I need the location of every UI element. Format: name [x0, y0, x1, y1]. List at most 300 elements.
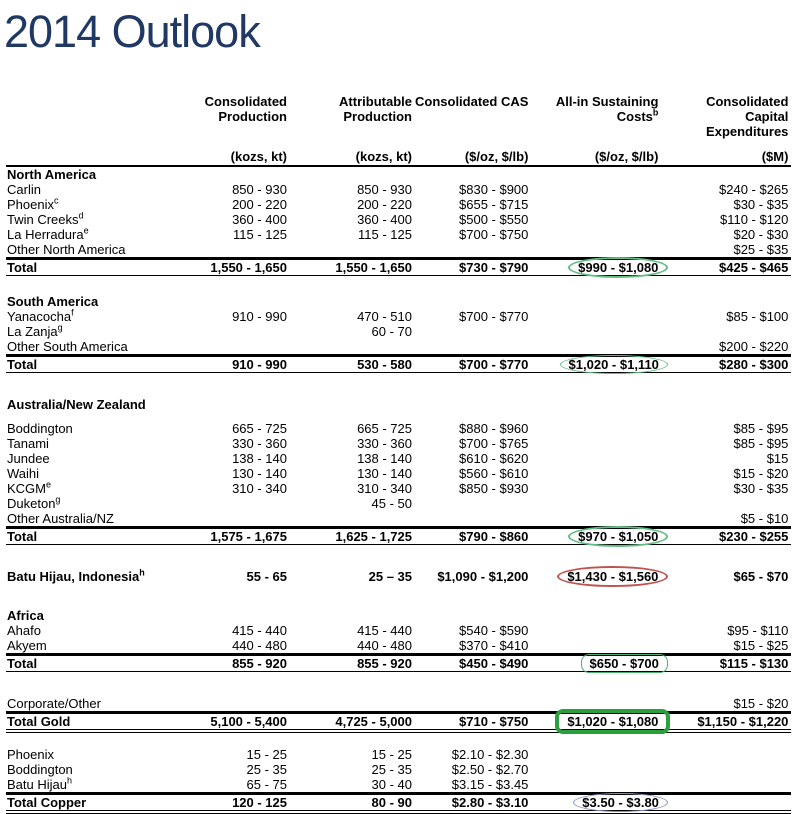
row-label-text: Boddington	[7, 421, 73, 436]
cell-all-in-sustaining-costs	[531, 309, 661, 324]
cell-attributable-production: 25 - 35	[371, 762, 412, 777]
cell-attributable-production: 360 - 400	[357, 212, 412, 227]
spacer-row	[6, 373, 791, 397]
header-line	[176, 94, 287, 109]
page-title: 2014 Outlook	[4, 6, 260, 57]
row-label-text: Corporate/Other	[7, 696, 101, 711]
header-text: Production	[218, 109, 287, 124]
cell-capital-expenditures: $240 - $265	[719, 182, 789, 197]
cell-all-in-sustaining-costs	[531, 793, 661, 814]
spacer-cell	[6, 373, 791, 397]
cell-capital-expenditures	[661, 496, 791, 511]
header-text: Expenditures	[706, 124, 789, 139]
cell-all-in-sustaining-costs	[531, 481, 661, 496]
row-label-text: Total	[7, 656, 38, 671]
cell-attributable-production	[290, 511, 415, 527]
cell-all-in-sustaining-costs	[531, 712, 661, 733]
cell-attributable-production: 130 - 140	[357, 466, 412, 481]
cell-capital-expenditures: $115 - $130	[661, 654, 791, 672]
header-text: Capital	[745, 109, 789, 124]
row-africa	[6, 608, 791, 623]
row-label-text: La Herradura	[7, 227, 84, 242]
cell-consolidated-cas: $540 - $590	[459, 623, 529, 638]
row-label	[6, 608, 791, 623]
row-label	[6, 511, 176, 527]
header-text: Production	[343, 109, 412, 124]
unit-all-in-sustaining-costs: ($/oz, $/lb)	[531, 144, 661, 167]
col-header-all-in-sustaining-costs	[531, 94, 661, 144]
row-label-text: Batu Hijau	[7, 777, 67, 792]
row-label-text: Total	[7, 357, 38, 372]
cell-capital-expenditures: $425 - $465	[661, 258, 791, 276]
col-header-consolidated-cas	[415, 94, 531, 144]
spacer-cell	[6, 672, 791, 696]
row-other-north-america	[6, 242, 791, 258]
cell-capital-expenditures: $30 - $35	[733, 197, 789, 212]
header-line	[290, 109, 412, 124]
cell-capital-expenditures: $25 - $35	[661, 242, 791, 258]
spacer-cell	[6, 584, 791, 608]
row-label-text: Australia/New Zealand	[7, 397, 146, 412]
cell-all-in-sustaining-costs	[531, 762, 661, 777]
spacer-row	[6, 545, 791, 569]
cell-all-in-sustaining-costs	[531, 258, 661, 276]
aisc-highlight: $1,430 - $1,560	[557, 566, 668, 587]
row-phoenix	[6, 197, 791, 212]
header-line	[661, 124, 788, 139]
row-label	[6, 481, 176, 496]
row-north-america	[6, 167, 791, 182]
cell-all-in-sustaining-costs	[531, 182, 661, 197]
slide	[0, 6, 797, 814]
row-waihi	[6, 466, 791, 481]
cell-consolidated-cas: $370 - $410	[415, 638, 531, 654]
cell-capital-expenditures	[661, 793, 791, 814]
cell-all-in-sustaining-costs	[531, 339, 661, 355]
row-label-text: Total	[7, 260, 38, 275]
cell-all-in-sustaining-costs	[531, 623, 661, 638]
header-spacer-cell	[6, 94, 176, 144]
cell-capital-expenditures: $30 - $35	[733, 481, 789, 496]
header-line	[661, 94, 788, 109]
cell-consolidated-production	[176, 496, 290, 511]
row-label	[6, 242, 176, 258]
cell-consolidated-cas: $2.50 - $2.70	[451, 762, 529, 777]
header-line	[415, 94, 528, 109]
footnote-marker: e	[46, 479, 52, 490]
cell-attributable-production: 1,550 - 1,650	[290, 258, 415, 276]
cell-capital-expenditures: $15 - $20	[733, 466, 789, 481]
row-label-text: Africa	[7, 608, 44, 623]
cell-consolidated-production: 55 - 65	[246, 569, 287, 584]
cell-consolidated-cas: $1,090 - $1,200	[437, 569, 529, 584]
cell-consolidated-cas	[415, 242, 531, 258]
cell-capital-expenditures: $85 - $95	[733, 436, 789, 451]
row-label	[6, 696, 176, 712]
row-total	[6, 527, 791, 545]
cell-all-in-sustaining-costs	[531, 227, 661, 242]
spacer-row	[6, 672, 791, 696]
cell-capital-expenditures	[661, 762, 791, 777]
row-la-herradura	[6, 227, 791, 242]
row-carlin	[6, 182, 791, 197]
row-label	[6, 258, 176, 276]
header-line	[290, 94, 412, 109]
header-line	[531, 94, 658, 109]
row-label-text: North America	[7, 167, 97, 182]
row-label-text: Twin Creeks	[7, 212, 79, 227]
row-label-text: Ahafo	[7, 623, 41, 638]
cell-attributable-production	[290, 242, 415, 258]
row-label-text: Phoenix	[7, 197, 54, 212]
row-la-zanja	[6, 324, 791, 339]
cell-attributable-production: 1,625 - 1,725	[290, 527, 415, 545]
unit-consolidated-cas: ($/oz, $/lb)	[415, 144, 531, 167]
footnote-marker: h	[66, 775, 72, 786]
header-line	[176, 109, 287, 124]
cell-consolidated-cas: $2.10 - $2.30	[451, 747, 529, 762]
cell-consolidated-production: 665 - 725	[232, 421, 287, 436]
row-label-text: Yanacocha	[7, 309, 72, 324]
row-label-text: Tanami	[7, 436, 49, 451]
col-header-consolidated-production	[176, 94, 290, 144]
col-header-attributable-production	[290, 94, 415, 144]
cell-consolidated-production	[176, 511, 290, 527]
units-spacer-cell	[6, 144, 176, 167]
row-label-text: Duketon	[7, 496, 56, 511]
cell-capital-expenditures: $15 - $20	[661, 696, 791, 712]
cell-consolidated-cas: $655 - $715	[459, 197, 529, 212]
header-row	[6, 94, 791, 144]
row-tanami	[6, 436, 791, 451]
row-label	[6, 623, 176, 638]
spacer-row	[6, 733, 791, 747]
cell-consolidated-cas: $700 - $770	[459, 309, 529, 324]
cell-consolidated-cas: $610 - $620	[459, 451, 529, 466]
cell-all-in-sustaining-costs	[531, 421, 661, 436]
row-label-text: Total Gold	[7, 714, 71, 729]
row-south-america	[6, 294, 791, 309]
cell-all-in-sustaining-costs	[531, 569, 661, 584]
cell-attributable-production: 855 - 920	[290, 654, 415, 672]
spacer-cell	[6, 733, 791, 747]
row-label	[6, 638, 176, 654]
cell-capital-expenditures: $280 - $300	[661, 355, 791, 373]
cell-consolidated-cas: $830 - $900	[459, 182, 529, 197]
row-batu-hijau-indonesia	[6, 569, 791, 584]
row-label	[6, 197, 176, 212]
cell-consolidated-production: 1,550 - 1,650	[176, 258, 290, 276]
row-label	[6, 712, 176, 733]
cell-consolidated-cas: $880 - $960	[459, 421, 529, 436]
cell-attributable-production: 45 - 50	[371, 496, 412, 511]
row-label	[6, 762, 176, 777]
cell-capital-expenditures	[661, 324, 791, 339]
spacer-cell	[6, 545, 791, 569]
row-label	[6, 294, 791, 309]
row-boddington	[6, 421, 791, 436]
table-head	[6, 94, 791, 167]
cell-capital-expenditures: $15	[766, 451, 789, 466]
cell-attributable-production	[290, 339, 415, 355]
cell-capital-expenditures: $230 - $255	[661, 527, 791, 545]
cell-consolidated-cas: $500 - $550	[459, 212, 529, 227]
cell-consolidated-production: 130 - 140	[232, 466, 287, 481]
cell-attributable-production: 80 - 90	[290, 793, 415, 814]
unit-attributable-production: (kozs, kt)	[290, 144, 415, 167]
row-label-text: Jundee	[7, 451, 50, 466]
row-other-south-america	[6, 339, 791, 355]
cell-all-in-sustaining-costs	[531, 355, 661, 373]
cell-capital-expenditures	[661, 747, 791, 762]
spacer-row	[6, 412, 791, 421]
aisc-highlight: $1,020 - $1,080	[555, 709, 670, 734]
cell-attributable-production: 115 - 125	[358, 227, 412, 242]
cell-consolidated-production: 440 - 480	[176, 638, 290, 654]
row-twin-creeks	[6, 212, 791, 227]
header-text: Consolidated	[204, 94, 287, 109]
cell-consolidated-production: 120 - 125	[176, 793, 290, 814]
cell-attributable-production: 4,725 - 5,000	[290, 712, 415, 733]
cell-consolidated-production: 15 - 25	[246, 747, 287, 762]
row-label	[6, 436, 176, 451]
row-label	[6, 167, 791, 182]
cell-attributable-production: 470 - 510	[357, 309, 412, 324]
cell-all-in-sustaining-costs	[531, 777, 661, 793]
cell-consolidated-cas	[415, 496, 531, 511]
header-text: Consolidated	[706, 94, 789, 109]
cell-consolidated-production: 115 - 125	[233, 227, 287, 242]
row-label	[6, 212, 176, 227]
row-akyem	[6, 638, 791, 654]
cell-capital-expenditures: $85 - $95	[733, 421, 789, 436]
cell-all-in-sustaining-costs	[531, 197, 661, 212]
cell-consolidated-production	[176, 339, 290, 355]
row-total	[6, 654, 791, 672]
header-text: All-in Sustaining	[555, 94, 659, 109]
row-label	[6, 466, 176, 481]
row-label-text: Waihi	[7, 466, 40, 481]
cell-attributable-production: 415 - 440	[357, 623, 412, 638]
cell-consolidated-cas: $850 - $930	[459, 481, 529, 496]
col-header-capital-expenditures	[661, 94, 791, 144]
cell-attributable-production: 25 – 35	[368, 569, 412, 584]
row-label-text: Other North America	[7, 242, 126, 257]
aisc-highlight: $650 - $700	[581, 654, 668, 673]
row-label-text: Boddington	[7, 762, 73, 777]
row-label	[6, 397, 791, 412]
footnote-marker: e	[83, 225, 89, 236]
row-kcgm	[6, 481, 791, 496]
cell-consolidated-cas: $700 - $750	[459, 227, 529, 242]
header-text: Consolidated CAS	[415, 94, 529, 109]
cell-consolidated-production: 330 - 360	[232, 436, 287, 451]
row-label	[6, 569, 176, 584]
row-label	[6, 324, 176, 339]
cell-all-in-sustaining-costs	[531, 242, 661, 258]
row-label	[6, 309, 176, 324]
cell-consolidated-production: 910 - 990	[232, 309, 287, 324]
footnote-marker: h	[139, 567, 145, 578]
cell-consolidated-cas	[415, 339, 531, 355]
cell-capital-expenditures: $5 - $10	[661, 511, 791, 527]
row-duketon	[6, 496, 791, 511]
cell-consolidated-cas	[415, 696, 531, 712]
cell-attributable-production: 665 - 725	[357, 421, 412, 436]
row-label-text: Carlin	[7, 182, 41, 197]
cell-consolidated-production	[176, 696, 290, 712]
cell-all-in-sustaining-costs	[531, 496, 661, 511]
row-label	[6, 355, 176, 373]
header-line	[531, 109, 658, 124]
row-label	[6, 654, 176, 672]
aisc-highlight: $990 - $1,080	[568, 257, 668, 278]
cell-capital-expenditures: $85 - $100	[726, 309, 789, 324]
row-label-text: Other South America	[7, 339, 128, 354]
row-label-text: La Zanja	[7, 324, 58, 339]
cell-consolidated-production: 850 - 930	[232, 182, 287, 197]
row-label	[6, 451, 176, 466]
row-label	[6, 227, 176, 242]
outlook-table	[6, 94, 791, 814]
row-label	[6, 777, 176, 793]
cell-all-in-sustaining-costs	[531, 747, 661, 762]
row-jundee	[6, 451, 791, 466]
cell-consolidated-cas: $3.15 - $3.45	[415, 777, 531, 793]
row-label-text: Total	[7, 529, 38, 544]
row-total-copper	[6, 793, 791, 814]
cell-consolidated-cas	[415, 324, 531, 339]
row-batu-hijau	[6, 777, 791, 793]
cell-consolidated-production: 415 - 440	[232, 623, 287, 638]
row-other-australia-nz	[6, 511, 791, 527]
spacer-cell	[6, 412, 791, 421]
cell-consolidated-production: 65 - 75	[176, 777, 290, 793]
row-label	[6, 182, 176, 197]
row-label-text: Akyem	[7, 638, 47, 653]
cell-consolidated-cas: $710 - $750	[415, 712, 531, 733]
cell-capital-expenditures: $15 - $25	[661, 638, 791, 654]
cell-attributable-production: 15 - 25	[371, 747, 412, 762]
row-label-text: Total Copper	[7, 795, 87, 810]
header-text: Costs	[616, 109, 653, 124]
row-yanacocha	[6, 309, 791, 324]
cell-attributable-production: 138 - 140	[357, 451, 412, 466]
row-label	[6, 747, 176, 762]
cell-attributable-production: 850 - 930	[357, 182, 412, 197]
cell-consolidated-production: 360 - 400	[232, 212, 287, 227]
cell-attributable-production: 440 - 480	[290, 638, 415, 654]
cell-consolidated-cas: $730 - $790	[415, 258, 531, 276]
cell-attributable-production: 30 - 40	[290, 777, 415, 793]
cell-all-in-sustaining-costs	[531, 436, 661, 451]
units-row	[6, 144, 791, 167]
row-australia-new-zealand	[6, 397, 791, 412]
cell-attributable-production: 530 - 580	[290, 355, 415, 373]
footnote-marker: c	[53, 195, 59, 206]
cell-consolidated-cas: $790 - $860	[415, 527, 531, 545]
row-boddington	[6, 762, 791, 777]
cell-consolidated-production: 310 - 340	[232, 481, 287, 496]
row-corporate-other	[6, 696, 791, 712]
cell-consolidated-cas	[415, 511, 531, 527]
cell-consolidated-production: 25 - 35	[246, 762, 287, 777]
cell-all-in-sustaining-costs	[531, 527, 661, 545]
spacer-row	[6, 276, 791, 294]
footnote-marker: d	[78, 210, 84, 221]
row-label-text: KCGM	[7, 481, 46, 496]
row-label	[6, 527, 176, 545]
footnote-marker: g	[55, 494, 61, 505]
row-label	[6, 339, 176, 355]
row-label-text: Other Australia/NZ	[7, 511, 114, 526]
row-label	[6, 496, 176, 511]
cell-all-in-sustaining-costs	[531, 638, 661, 654]
cell-capital-expenditures: $200 - $220	[661, 339, 791, 355]
row-label-text: South America	[7, 294, 99, 309]
cell-all-in-sustaining-costs	[531, 654, 661, 672]
cell-all-in-sustaining-costs	[531, 324, 661, 339]
cell-capital-expenditures: $1,150 - $1,220	[661, 712, 791, 733]
row-label	[6, 421, 176, 436]
aisc-highlight: $3.50 - $3.80	[573, 793, 668, 812]
cell-all-in-sustaining-costs	[531, 511, 661, 527]
cell-all-in-sustaining-costs	[531, 466, 661, 481]
cell-attributable-production: 330 - 360	[357, 436, 412, 451]
footnote-marker: f	[71, 307, 74, 318]
cell-consolidated-cas: $560 - $610	[459, 466, 529, 481]
unit-consolidated-production: (kozs, kt)	[176, 144, 290, 167]
cell-consolidated-cas: $700 - $770	[415, 355, 531, 373]
cell-consolidated-production: 855 - 920	[176, 654, 290, 672]
cell-capital-expenditures	[661, 777, 791, 793]
row-total	[6, 258, 791, 276]
row-total-gold	[6, 712, 791, 733]
cell-capital-expenditures: $95 - $110	[727, 623, 789, 638]
row-label-text: Batu Hijau, Indonesia	[7, 569, 140, 584]
spacer-cell	[6, 276, 791, 294]
row-label	[6, 793, 176, 814]
cell-consolidated-production: 138 - 140	[232, 451, 287, 466]
cell-consolidated-production: 1,575 - 1,675	[176, 527, 290, 545]
aisc-highlight: $970 - $1,050	[568, 526, 668, 547]
row-ahafo	[6, 623, 791, 638]
row-phoenix	[6, 747, 791, 762]
cell-attributable-production: 200 - 220	[357, 197, 412, 212]
cell-consolidated-production	[176, 242, 290, 258]
spacer-row	[6, 584, 791, 608]
row-label-text: Phoenix	[7, 747, 54, 762]
cell-all-in-sustaining-costs	[531, 212, 661, 227]
header-text: Attributable	[339, 94, 412, 109]
cell-consolidated-cas: $2.80 - $3.10	[415, 793, 531, 814]
aisc-highlight: $1,020 - $1,110	[560, 355, 668, 374]
cell-consolidated-cas: $450 - $490	[415, 654, 531, 672]
footnote-marker: b	[652, 107, 659, 118]
cell-capital-expenditures: $65 - $70	[733, 569, 789, 584]
cell-attributable-production: 310 - 340	[357, 481, 412, 496]
cell-consolidated-production: 910 - 990	[176, 355, 290, 373]
cell-consolidated-cas: $700 - $765	[459, 436, 529, 451]
unit-capital-expenditures: ($M)	[661, 144, 791, 167]
table-body	[6, 167, 791, 814]
row-total	[6, 355, 791, 373]
cell-consolidated-production: 5,100 - 5,400	[176, 712, 290, 733]
footnote-marker: g	[57, 322, 63, 333]
cell-attributable-production: 60 - 70	[371, 324, 412, 339]
cell-capital-expenditures: $20 - $30	[733, 227, 789, 242]
cell-all-in-sustaining-costs	[531, 451, 661, 466]
